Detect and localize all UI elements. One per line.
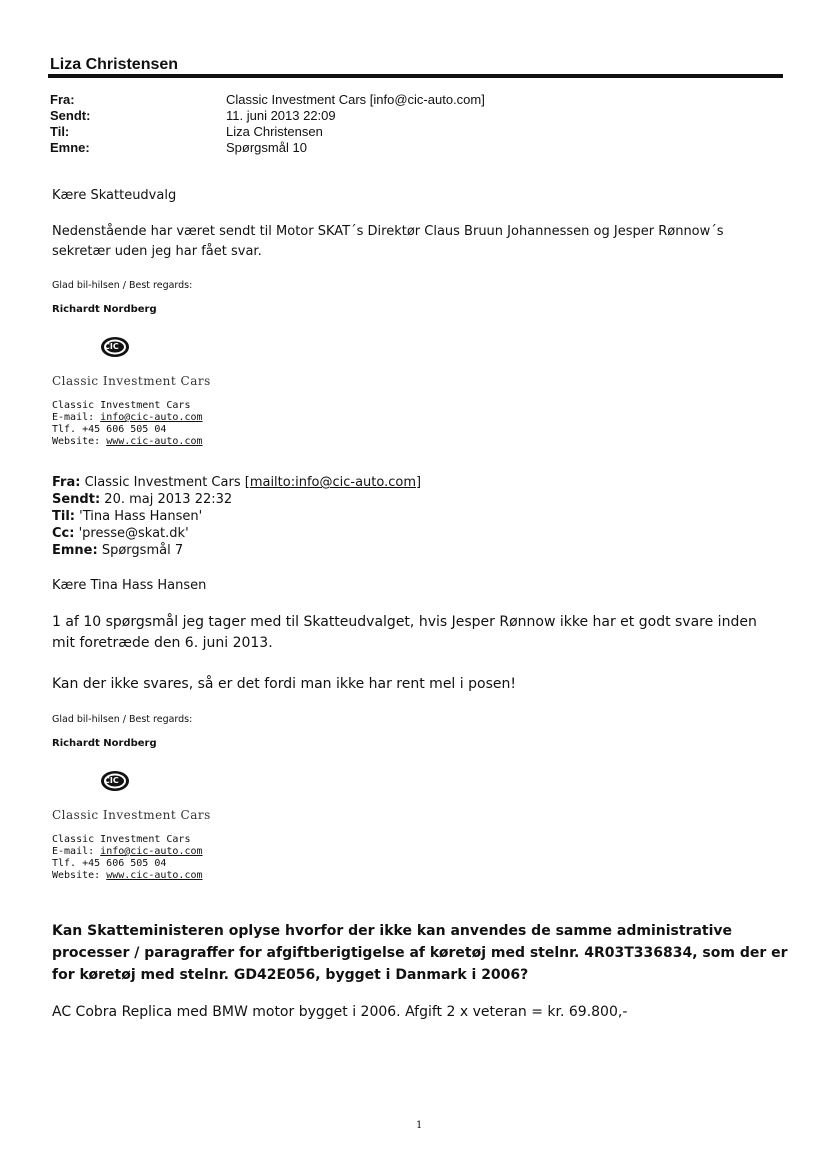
sent-label: Sendt:	[50, 108, 91, 123]
fwd-para1: 1 af 10 spørgsmål jeg tager med til Skatteudvalget, hvis Jesper Rønnow ikke har et godt svare inden mit foretræde den 6. juni 2013.	[52, 614, 757, 651]
email-body: Nedenstående har været sendt til Motor SKAT´s Direktør Claus Bruun Johannessen og Jesper Rønnow´s sekretær uden jeg har fået svar.	[52, 224, 724, 259]
email-line	[52, 412, 203, 424]
email-label-2: E-mail:	[52, 846, 101, 857]
fwd-to-label: Til:	[52, 509, 75, 524]
fwd-to	[52, 508, 202, 525]
to-label: Til:	[50, 124, 70, 139]
email-line-2	[52, 846, 203, 858]
sent-value: 11. juni 2013 22:09	[226, 108, 336, 123]
email-label: E-mail:	[52, 412, 101, 423]
signature-name-2: Richardt Nordberg	[52, 738, 157, 749]
from-value: Classic Investment Cars [info@cic-auto.com]	[226, 92, 485, 107]
fwd-from-value: Classic Investment Cars [	[84, 475, 250, 490]
email-link-2[interactable]: info@cic-auto.com	[100, 846, 203, 857]
fwd-subject-value: Spørgsmål 7	[101, 543, 184, 558]
fwd-from	[52, 474, 421, 491]
website-line	[52, 436, 203, 448]
page-number: 1	[416, 1120, 423, 1131]
fwd-sent	[52, 491, 232, 508]
website-label-2: Website:	[52, 870, 107, 881]
subject-value: Spørgsmål 10	[226, 140, 307, 155]
website-link[interactable]: www.cic-auto.com	[106, 436, 203, 447]
website-line-2	[52, 870, 203, 882]
to-value: Liza Christensen	[226, 124, 323, 139]
fwd-to-value: 'Tina Hass Hansen'	[79, 509, 203, 524]
from-label: Fra:	[50, 92, 75, 107]
closing-2: Glad bil-hilsen / Best regards:	[52, 714, 193, 725]
recipient-name: Liza Christensen	[50, 56, 179, 73]
logo-wordmark: Classic Investment Cars	[52, 374, 211, 388]
fwd-mailto-link[interactable]: mailto:info@cic-auto.com	[249, 475, 417, 490]
fwd-from-end: ]	[416, 475, 422, 490]
logo-wordmark-2: Classic Investment Cars	[52, 808, 211, 822]
question-note: AC Cobra Replica med BMW motor bygget i 2006. Afgift 2 x veteran = kr. 69.800,-	[52, 1004, 628, 1020]
signature-contact-2	[52, 834, 203, 882]
phone-2: Tlf. +45 606 505 04	[52, 858, 167, 869]
logo-text: CIC	[104, 342, 119, 351]
website-link-2[interactable]: www.cic-auto.com	[106, 870, 203, 881]
fwd-para2: Kan der ikke svares, så er det fordi man ikke har rent mel i posen!	[52, 676, 516, 692]
website-label: Website:	[52, 436, 107, 447]
fwd-greeting: Kære Tina Hass Hansen	[52, 578, 207, 593]
subject-label: Emne:	[50, 140, 90, 155]
fwd-cc-label: Cc:	[52, 526, 75, 541]
fwd-subject-label: Emne:	[52, 543, 98, 558]
fwd-cc	[52, 525, 189, 542]
signature-name: Richardt Nordberg	[52, 304, 157, 315]
logo-text-2: CIC	[104, 776, 119, 785]
company-name-2: Classic Investment Cars	[52, 834, 191, 845]
fwd-sent-label: Sendt:	[52, 492, 101, 507]
fwd-sent-value: 20. maj 2013 22:32	[104, 492, 233, 507]
greeting: Kære Skatteudvalg	[52, 188, 177, 203]
signature-contact	[52, 400, 203, 448]
closing: Glad bil-hilsen / Best regards:	[52, 280, 193, 291]
email-link[interactable]: info@cic-auto.com	[100, 412, 203, 423]
fwd-cc-value: 'presse@skat.dk'	[78, 526, 189, 541]
fwd-from-label: Fra:	[52, 475, 81, 490]
question-text: Kan Skatteministeren oplyse hvorfor der ikke kan anvendes de samme administrative processer / paragraffer for afgiftberigtigelse af køretøj med stelnr. 4R03T336834, som der er for køretøj med stelnr. GD42E056, bygget i Danmark i 2006?	[52, 923, 788, 983]
phone: Tlf. +45 606 505 04	[52, 424, 167, 435]
company-name: Classic Investment Cars	[52, 400, 191, 411]
header-rule	[48, 74, 783, 78]
fwd-subject	[52, 542, 183, 559]
